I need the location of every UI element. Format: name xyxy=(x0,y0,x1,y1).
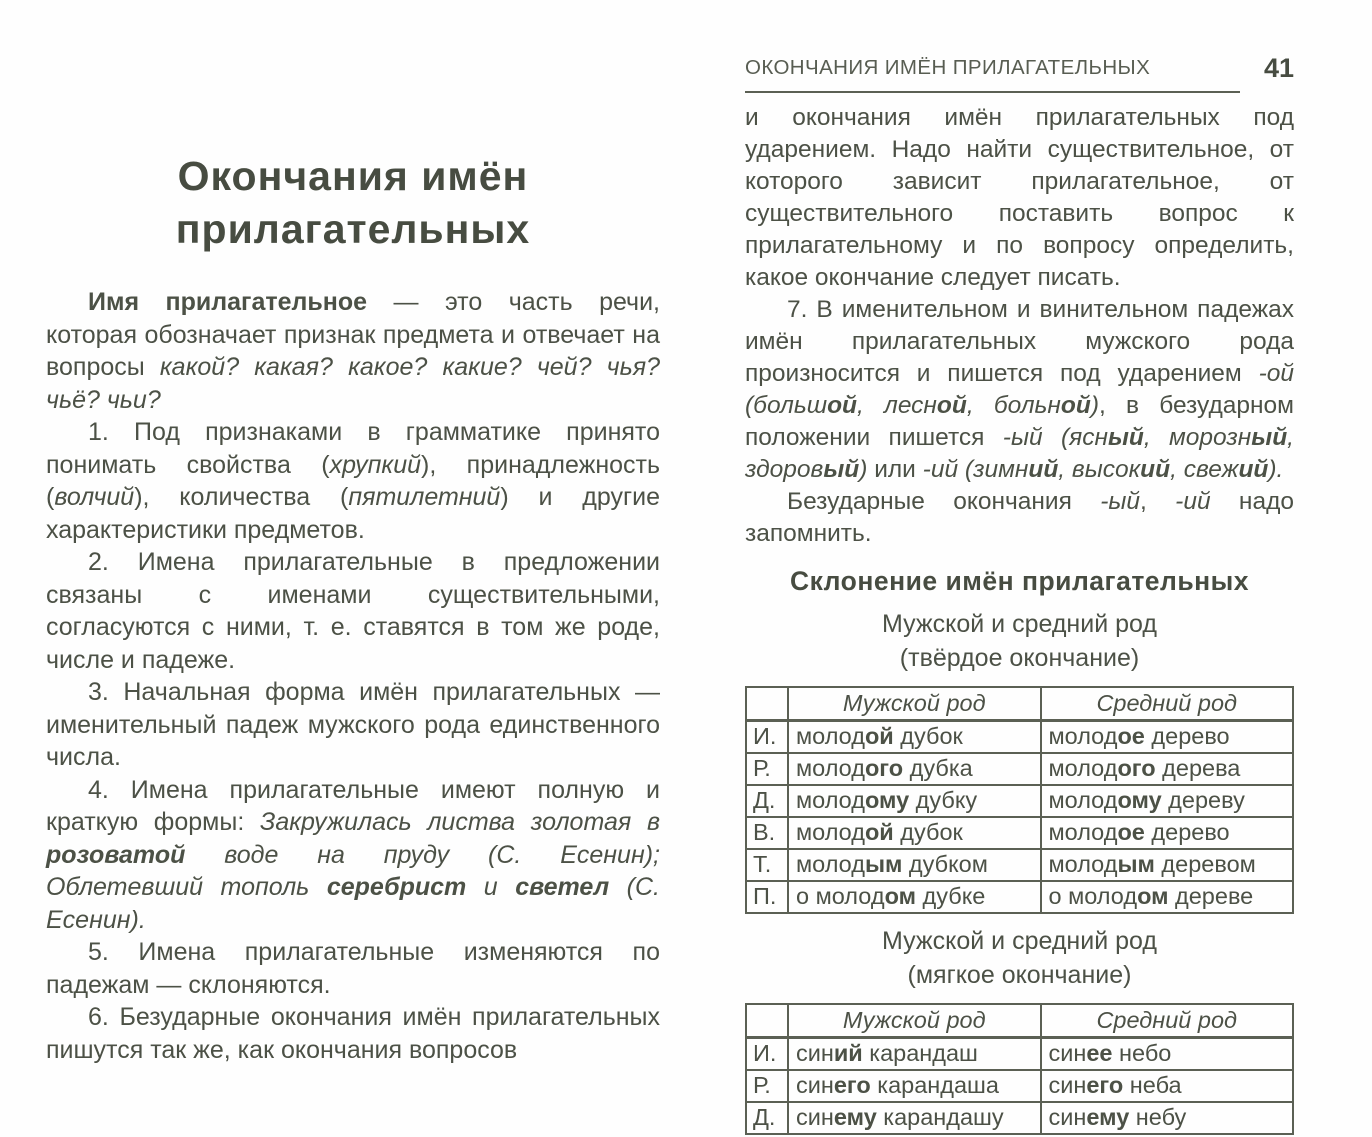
text-segment: (больш xyxy=(745,392,828,419)
text-segment: ом xyxy=(884,883,916,909)
text-segment: его xyxy=(833,1072,871,1098)
text-segment: молод xyxy=(796,723,865,749)
text-segment: ого xyxy=(864,755,904,781)
table-subtitle-line: Мужской и средний род xyxy=(882,610,1157,638)
text-segment: Имя прилагательное xyxy=(88,288,368,316)
text-segment: ий xyxy=(833,1040,863,1066)
text-segment: или xyxy=(867,456,923,483)
text-segment: ой xyxy=(1060,392,1091,419)
column-header: Мужской род xyxy=(788,1004,1041,1038)
text-segment: какой? какая? какое? какие? чей? чья? чьё? чьи? xyxy=(46,353,660,414)
corner-cell xyxy=(746,687,788,721)
text-segment: ое xyxy=(1117,819,1145,845)
text-segment: и xyxy=(466,873,516,901)
table-row xyxy=(746,849,1293,881)
paragraph xyxy=(46,774,660,937)
text-segment: ), количества ( xyxy=(134,483,349,511)
text-segment: о молод xyxy=(796,883,885,909)
text-segment: молод xyxy=(1048,723,1118,749)
text-segment: ий xyxy=(1140,456,1171,483)
text-segment: молод xyxy=(1048,787,1118,813)
right-page-text xyxy=(745,102,1294,550)
paragraph xyxy=(745,294,1294,486)
declension-cell xyxy=(788,849,1041,881)
text-segment: неба xyxy=(1123,1072,1182,1098)
paragraph xyxy=(745,102,1294,294)
text-segment: молод xyxy=(1048,755,1118,781)
declension-cell xyxy=(1041,785,1294,817)
declension-tables xyxy=(745,607,1294,1135)
text-segment: ой xyxy=(827,392,858,419)
text-segment: розоватой xyxy=(46,840,186,869)
text-segment: ой xyxy=(864,723,894,749)
table-header-row xyxy=(746,1004,1293,1038)
text-segment: -ый xyxy=(1002,424,1043,451)
text-segment: молод xyxy=(1048,851,1118,877)
text-segment: 3. Начальная форма имён прилагательных — именительный падеж мужского рода единственного числа. xyxy=(46,678,660,771)
text-segment: (зимн xyxy=(964,456,1029,483)
text-segment: дерево xyxy=(1144,819,1230,845)
text-segment: его xyxy=(1086,1072,1124,1098)
table-row xyxy=(746,1070,1293,1102)
section-heading: Склонение имён прилагательных xyxy=(789,566,1250,596)
text-segment: ому xyxy=(864,787,910,813)
text-segment: и окончания имён прилагательных под ударением. Надо найти существительное, от которого зависит прилагательное, от существительного поставить вопрос к прилагательному и по вопросу определить, какое окончание следует писать. xyxy=(745,104,1294,291)
text-segment: , здоров xyxy=(745,424,1294,483)
text-segment: , высок xyxy=(1058,456,1141,483)
text-segment: пятилетний xyxy=(348,483,501,511)
table-row xyxy=(746,817,1293,849)
text-segment: дерева xyxy=(1155,755,1241,781)
text-segment: о молод xyxy=(1048,883,1138,909)
declension-cell xyxy=(788,1070,1041,1102)
text-segment: ой xyxy=(864,819,894,845)
table-subtitle xyxy=(745,607,1294,675)
text-segment: дубок xyxy=(893,819,963,845)
paragraph xyxy=(46,936,660,1001)
text-segment: , морозн xyxy=(1143,424,1252,451)
declension-cell xyxy=(788,1038,1041,1071)
text-segment: Закружилась листва золотая в xyxy=(259,808,661,836)
text-segment: -ой xyxy=(1258,360,1294,387)
declension-cell xyxy=(1041,1038,1294,1071)
text-segment: , xyxy=(1140,488,1176,515)
case-cell: Д. xyxy=(746,785,788,817)
text-segment: (С. Есенин). xyxy=(46,873,661,934)
running-head xyxy=(745,53,1294,93)
column-header: Средний род xyxy=(1041,687,1294,721)
running-head-title: ОКОНЧАНИЯ ИМЁН ПРИЛАГАТЕЛЬНЫХ xyxy=(745,56,1240,93)
text-segment: , больн xyxy=(966,392,1061,419)
paragraph xyxy=(46,546,660,676)
text-segment: ее xyxy=(1086,1040,1113,1066)
table-subtitle xyxy=(745,924,1294,992)
text-segment: молод xyxy=(796,755,865,781)
corner-cell xyxy=(746,1004,788,1038)
table-subtitle-line: (твёрдое окончание) xyxy=(899,644,1140,672)
declension-cell xyxy=(788,753,1041,785)
text-segment: небо xyxy=(1112,1040,1172,1066)
paragraph xyxy=(46,1001,660,1066)
declension-cell xyxy=(1041,881,1294,913)
text-segment: син xyxy=(796,1072,834,1098)
paragraph xyxy=(46,286,660,416)
text-segment: молод xyxy=(1048,819,1118,845)
text-segment: карандаш xyxy=(862,1040,978,1066)
case-cell: Д. xyxy=(746,1102,788,1134)
text-segment: ый xyxy=(1251,424,1288,451)
table-row xyxy=(746,785,1293,817)
text-segment: дубку xyxy=(909,787,978,813)
text-segment: ым xyxy=(1117,851,1155,877)
left-page-text xyxy=(46,286,660,1066)
text-segment: дереве xyxy=(1168,883,1254,909)
text-segment: дерево xyxy=(1144,723,1230,749)
text-segment: син xyxy=(796,1040,834,1066)
table-row xyxy=(746,881,1293,913)
right-page xyxy=(745,53,1295,1137)
text-segment xyxy=(958,456,965,483)
text-segment: карандаша xyxy=(870,1072,999,1098)
text-segment: дубком xyxy=(902,851,988,877)
case-cell: Р. xyxy=(746,753,788,785)
paragraph xyxy=(46,676,660,774)
paragraph xyxy=(46,416,660,546)
declension-cell xyxy=(1041,849,1294,881)
chapter-title xyxy=(46,150,660,256)
text-segment: ое xyxy=(1117,723,1145,749)
text-segment: ему xyxy=(1086,1104,1130,1130)
table-subtitle-line: (мягкое окончание) xyxy=(907,961,1132,989)
text-segment: 2. Имена прилагательные в предложении связаны с именами существительными, согласуются с ними, т. е. ставятся в том же роде, числе и падеже. xyxy=(46,548,660,674)
case-cell: Т. xyxy=(746,849,788,881)
text-segment: молод xyxy=(796,787,865,813)
chapter-title-line-2: прилагательных xyxy=(175,206,531,252)
text-segment: син xyxy=(796,1104,834,1130)
text-segment: деревом xyxy=(1154,851,1256,877)
text-segment: дереву xyxy=(1161,787,1245,813)
text-segment: надо запомнить. xyxy=(745,488,1295,547)
text-segment: молод xyxy=(796,819,865,845)
left-page xyxy=(46,150,660,1066)
text-segment: син xyxy=(1048,1040,1087,1066)
text-segment: , в безударном положении пишется xyxy=(745,392,1294,451)
text-segment: дубок xyxy=(893,723,963,749)
text-segment: ый xyxy=(1107,424,1144,451)
declension-cell xyxy=(788,721,1041,754)
case-cell: И. xyxy=(746,721,788,754)
text-segment: — это часть речи, которая обозначает признак предмета и отвечает на вопросы xyxy=(46,288,660,381)
table-subtitle-line: Мужской и средний род xyxy=(882,927,1157,955)
text-segment: воде на пруду (С. Есенин); Облетевший тополь xyxy=(46,840,660,901)
paragraph xyxy=(745,486,1294,550)
text-segment: серебрист xyxy=(326,873,467,901)
text-segment xyxy=(1043,424,1061,451)
text-segment: дубке xyxy=(916,883,986,909)
text-segment: ) xyxy=(859,456,868,483)
text-segment: хрупкий xyxy=(329,450,422,479)
text-segment: 7. В именительном и винительном падежах имён прилагательных мужского рода произносится и пишется под ударением xyxy=(745,296,1294,387)
declension-cell xyxy=(1041,817,1294,849)
page-number: 41 xyxy=(1263,53,1294,83)
chapter-title-line-1: Окончания имён xyxy=(177,153,529,199)
declension-cell xyxy=(1041,753,1294,785)
declension-cell xyxy=(788,785,1041,817)
text-segment: светел xyxy=(515,873,610,901)
text-segment: ) и другие характеристики предметов. xyxy=(46,483,660,544)
text-segment: 6. Безударные окончания имён прилагательных пишутся так же, как окончания вопросов xyxy=(46,1003,660,1064)
text-segment: ий xyxy=(1238,456,1269,483)
text-segment: ему xyxy=(833,1104,877,1130)
text-segment: , лесн xyxy=(857,392,937,419)
declension-cell xyxy=(788,881,1041,913)
text-segment: молод xyxy=(796,851,865,877)
table-row xyxy=(746,1102,1293,1134)
table-row xyxy=(746,721,1293,754)
text-segment: 1. Под признаками в грамматике принято понимать свойства ( xyxy=(46,418,660,479)
text-segment: ) xyxy=(1090,392,1100,419)
text-segment: -ый xyxy=(1100,488,1141,515)
text-segment: волчий xyxy=(54,483,135,511)
text-segment: син xyxy=(1048,1072,1087,1098)
case-cell: Р. xyxy=(746,1070,788,1102)
declension-cell xyxy=(1041,1070,1294,1102)
text-segment: Безударные окончания xyxy=(787,488,1101,515)
table-row xyxy=(746,753,1293,785)
table-header-row xyxy=(746,687,1293,721)
text-segment: 4. Имена прилагательные имеют полную и краткую формы: xyxy=(46,775,660,836)
text-segment: ), принадлежность ( xyxy=(46,450,660,511)
text-segment: 5. Имена прилагательные изменяются по падежам — склоняются. xyxy=(46,938,660,999)
text-segment: -ий xyxy=(922,456,959,483)
text-segment: -ий xyxy=(1175,488,1211,515)
declension-table xyxy=(745,1003,1294,1135)
case-cell: И. xyxy=(746,1038,788,1071)
declension-cell xyxy=(788,1102,1041,1134)
declension-table xyxy=(745,686,1294,914)
text-segment: син xyxy=(1048,1104,1087,1130)
text-segment: (ясн xyxy=(1060,424,1108,451)
text-segment: небу xyxy=(1129,1104,1187,1130)
table-row xyxy=(746,1038,1293,1071)
text-segment: ий xyxy=(1028,456,1059,483)
column-header: Средний род xyxy=(1041,1004,1294,1038)
text-segment: ому xyxy=(1117,787,1162,813)
text-segment: ом xyxy=(1137,883,1169,909)
case-cell: П. xyxy=(746,881,788,913)
declension-cell xyxy=(1041,721,1294,754)
declension-cell xyxy=(788,817,1041,849)
text-segment: , свеж xyxy=(1170,456,1239,483)
text-segment: ). xyxy=(1268,456,1284,483)
case-cell: В. xyxy=(746,817,788,849)
text-segment: ой xyxy=(936,392,967,419)
text-segment: ым xyxy=(864,851,903,877)
declension-cell xyxy=(1041,1102,1294,1134)
text-segment: дубка xyxy=(903,755,973,781)
text-segment: ый xyxy=(823,456,860,483)
text-segment: ого xyxy=(1117,755,1156,781)
column-header: Мужской род xyxy=(788,687,1041,721)
text-segment: карандашу xyxy=(876,1104,1004,1130)
